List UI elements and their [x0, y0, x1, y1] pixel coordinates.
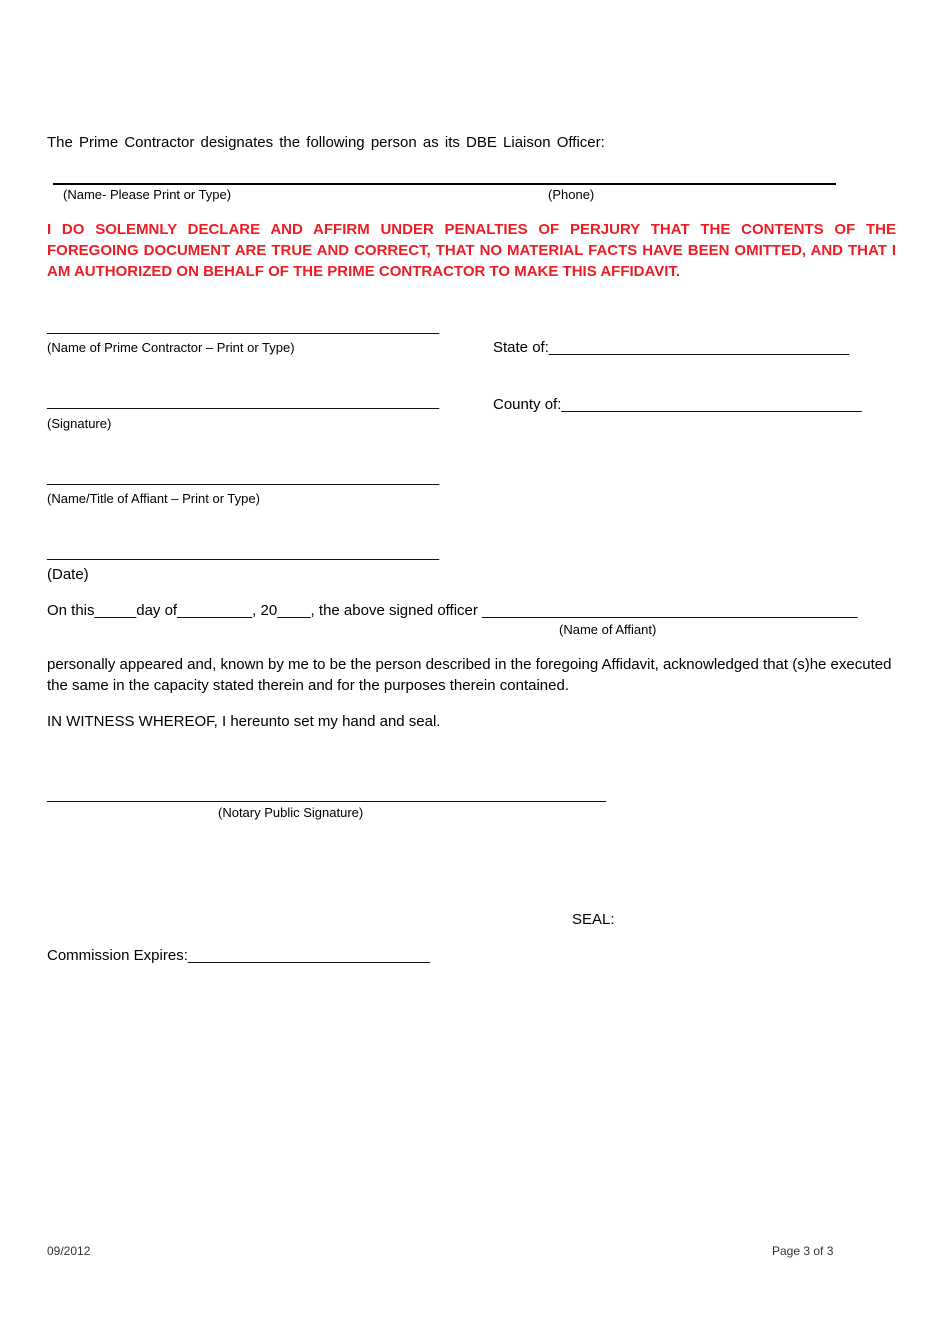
liaison-phone-label: (Phone) [548, 187, 595, 202]
affiant-name-label: (Name/Title of Affiant – Print or Type) [47, 491, 260, 506]
notary-signature-line[interactable]: ___________________________________________________________________ [47, 786, 606, 803]
footer-date: 09/2012 [47, 1244, 91, 1258]
footer-page-number: Page 3 of 3 [772, 1244, 834, 1258]
signature-line[interactable]: _______________________________________________ [47, 393, 440, 410]
commission-expires-field[interactable]: Commission Expires:_____________________________ [47, 947, 430, 964]
state-field[interactable]: State of:____________________________________ [493, 339, 850, 356]
liaison-intro: The Prime Contractor designates the following person as its DBE Liaison Officer: [47, 134, 605, 151]
seal-label: SEAL: [572, 911, 615, 928]
signature-label: (Signature) [47, 416, 112, 431]
affiant-name-sublabel: (Name of Affiant) [559, 622, 657, 637]
affiant-name-line[interactable]: _______________________________________________ [47, 469, 440, 486]
county-field[interactable]: County of:____________________________________ [493, 396, 862, 413]
date-label: (Date) [47, 566, 89, 583]
perjury-declaration: I DO SOLEMNLY DECLARE AND AFFIRM UNDER PENALTIES OF PERJURY THAT THE CONTENTS OF THE FOREGOING DOCUMENT ARE TRUE AND CORRECT, THAT NO MATERIAL FACTS HAVE BEEN OMITTED, AND THAT I AM AUTHORIZED ON BEHALF OF THE PRIME CONTRACTOR TO MAKE THIS AFFIDAVIT. [47, 221, 896, 280]
witness-statement: IN WITNESS WHEREOF, I hereunto set my hand and seal. [47, 713, 441, 730]
liaison-name-label: (Name- Please Print or Type) [63, 187, 232, 202]
notary-signature-label: (Notary Public Signature) [218, 805, 364, 820]
contractor-name-line[interactable]: _______________________________________________ [47, 318, 440, 335]
liaison-line[interactable] [53, 183, 836, 185]
oath-line[interactable]: On this_____day of_________, 20____, the above signed officer _____________________________________________ [47, 602, 858, 619]
contractor-name-label: (Name of Prime Contractor – Print or Type) [47, 340, 295, 355]
date-line[interactable]: _______________________________________________ [47, 544, 440, 561]
acknowledgement-paragraph: personally appeared and, known by me to be the person described in the foregoing Affidavit, acknowledged that (s)he executed the same in the capacity stated therein and for the purposes therein contained. [47, 656, 892, 694]
